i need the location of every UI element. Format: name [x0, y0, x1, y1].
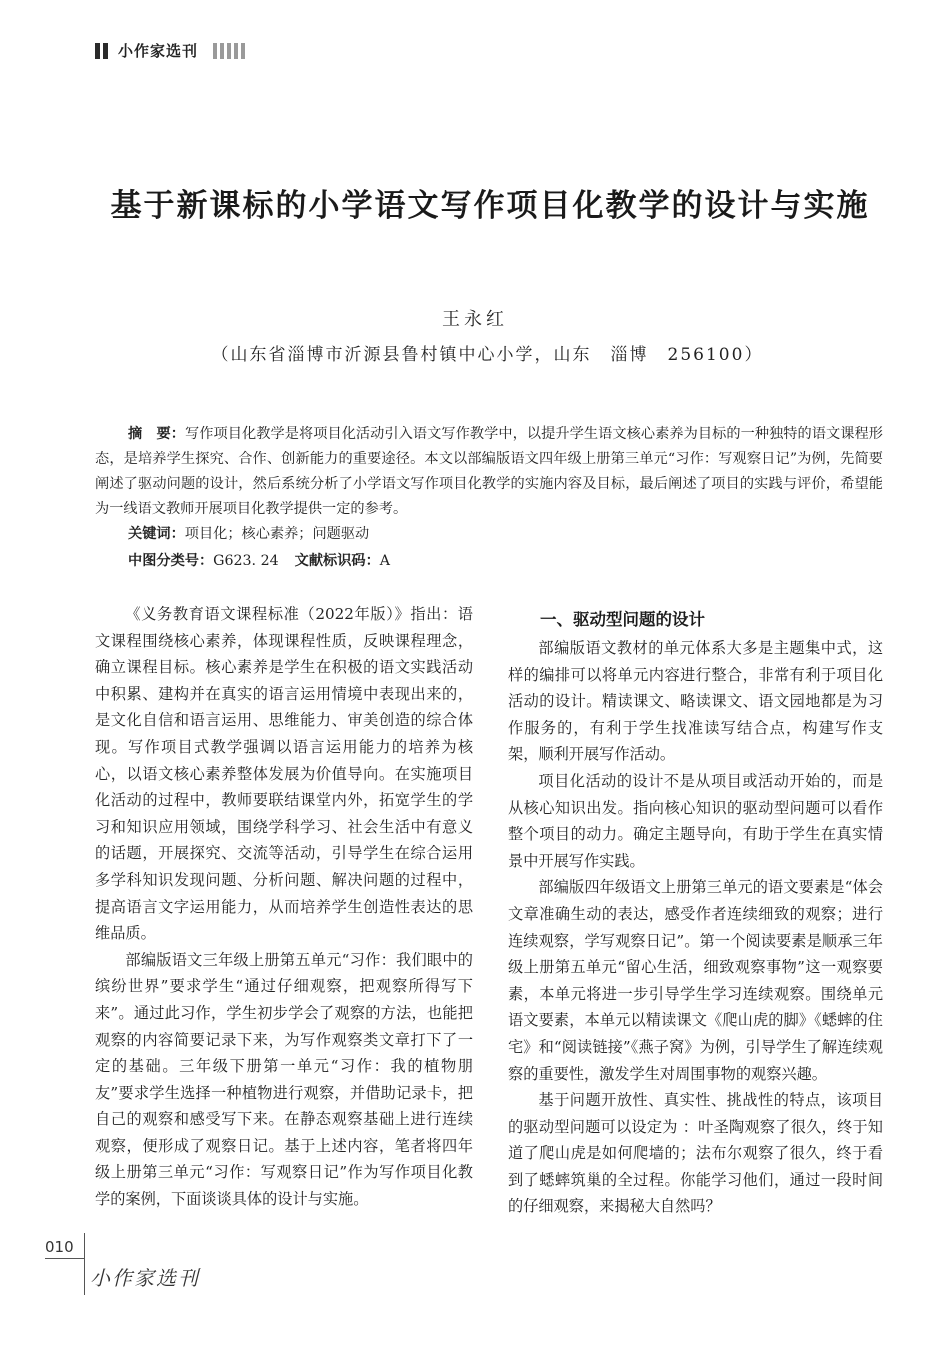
body-right-column: [508, 635, 883, 1220]
header-decor-bars-light: [213, 43, 245, 59]
page-number: 010: [45, 1238, 74, 1256]
body-paragraph: 基于问题开放性、真实性、挑战性的特点，该项目的驱动型问题可以设定为 ：叶圣陶观察了很久，终于知道了爬山虎是如何爬墙的；法布尔观察了很久，终于看到了蟋蟀筑巢的全过程。你能学习他们，通过一段时间的仔细观察，来揭秘大自然吗？: [508, 1091, 883, 1216]
body-left-column: [95, 601, 473, 1213]
body-paragraph: 部编版四年级语文上册第三单元的语文要素是“体会文章准确生动的表达，感受作者连续细致的观察；进行连续观察，学写观察日记”。第一个阅读要素是顺承三年级上册第五单元“留心生活，细致观察事物”这一观察要素，本单元将进一步引导学生学习连续观察。围绕单元语文要素，本单元以精读课文《爬山虎的脚》《蟋蟀的住宅》和“阅读链接”《燕子窝》为例，引导学生了解连续观察的重要性，激发学生对周围事物的观察兴趣。: [508, 878, 883, 1083]
body-paragraph: 部编版语文教材的单元体系大多是主题集中式，这样的编排可以将单元内容进行整合，非常有利于项目化活动的设计。精读课文、略读课文、语文园地都是为习作服务的，有利于学生找准读写结合点，构建写作支架，顺利开展写作活动。: [508, 639, 883, 764]
keywords-text: 项目化；核心素养；问题驱动: [184, 526, 370, 542]
clc-label: 中图分类号：: [128, 553, 214, 569]
header-decor-bars: [95, 43, 108, 59]
clc-value: G623. 24: [213, 553, 279, 569]
abstract: [95, 422, 883, 522]
abstract-text: 写作项目化教学是将项目化活动引入语文写作教学中，以提升学生语文核心素养为目标的一种独特的语文课程形态，是培养学生探究、合作、创新能力的重要途径。本文以部编版语文四年级上册第三单元“习作：写观察日记”为例，先简要阐述了驱动问题的设计，然后系统分析了小学语文写作项目化教学的实施内容及目标，最后阐述了项目的实践与评价，希望能为一线语文教师开展项目化教学提供一定的参考。: [95, 426, 883, 517]
journal-name: 小作家选刊: [118, 42, 199, 60]
keywords-label: 关键词：: [128, 526, 185, 542]
keywords: [128, 522, 369, 547]
body-paragraph: 部编版语文三年级上册第五单元“习作：我们眼中的缤纷世界”要求学生“通过仔细观察，把观察所得写下来”。通过此习作，学生初步学会了观察的方法，也能把观察的内容简要记录下来，为写作观察类文章打下了一定的基础。三年级下册第一单元“习作：我的植物朋友”要求学生选择一种植物进行观察，并借助记录卡，把自己的观察和感受写下来。在静态观察基础上进行连续观察，便形成了观察日记。基于上述内容，笔者将四年级上册第三单元“习作：写观察日记”作为写作项目化教学的案例，下面谈谈具体的设计与实施。: [95, 950, 473, 1209]
article-author: 王永红: [442, 309, 508, 330]
footer-divider: [45, 1258, 85, 1259]
classification: [128, 549, 390, 574]
doc-code-label: 文献标识码：: [294, 553, 380, 569]
body-paragraph: 项目化活动的设计不是从项目或活动开始的，而是从核心知识出发。指向核心知识的驱动型问题可以看作整个项目的动力。确定主题导向，有助于学生在真实情景中开展写作实践。: [508, 771, 883, 870]
section-heading: 一、驱动型问题的设计: [540, 610, 705, 629]
body-paragraph: 《义务教育语文课程标准（2022年版）》指出：语文课程围绕核心素养，体现课程性质，反映课程理念，确立课程目标。核心素养是学生在积极的语文实践活动中积累、建构并在真实的语言运用情境中表现出来的，是文化自信和语言运用、思维能力、审美创造的综合体现。写作项目式教学强调以语言运用能力的培养为核心，以语文核心素养整体发展为价值导向。在实施项目化活动的过程中，教师要联结课堂内外，拓宽学生的学习和知识应用领域，围绕学科学习、社会生活中有意义的话题，开展探究、交流等活动，引导学生在综合运用多学科知识发现问题、分析问题、解决问题的过程中，提高语言文字运用能力，从而培养学生创造性表达的思维品质。: [95, 605, 473, 943]
article-title: 基于新课标的小学语文写作项目化教学的设计与实施: [110, 188, 870, 224]
journal-logo: 小作家选刊: [90, 1266, 200, 1290]
footer-vertical-divider: [84, 1233, 85, 1295]
author-affiliation: （山东省淄博市沂源县鲁村镇中心小学，山东 淄博 256100）: [211, 345, 764, 365]
doc-code-value: A: [379, 553, 391, 569]
abstract-label: 摘 要：: [128, 426, 185, 442]
